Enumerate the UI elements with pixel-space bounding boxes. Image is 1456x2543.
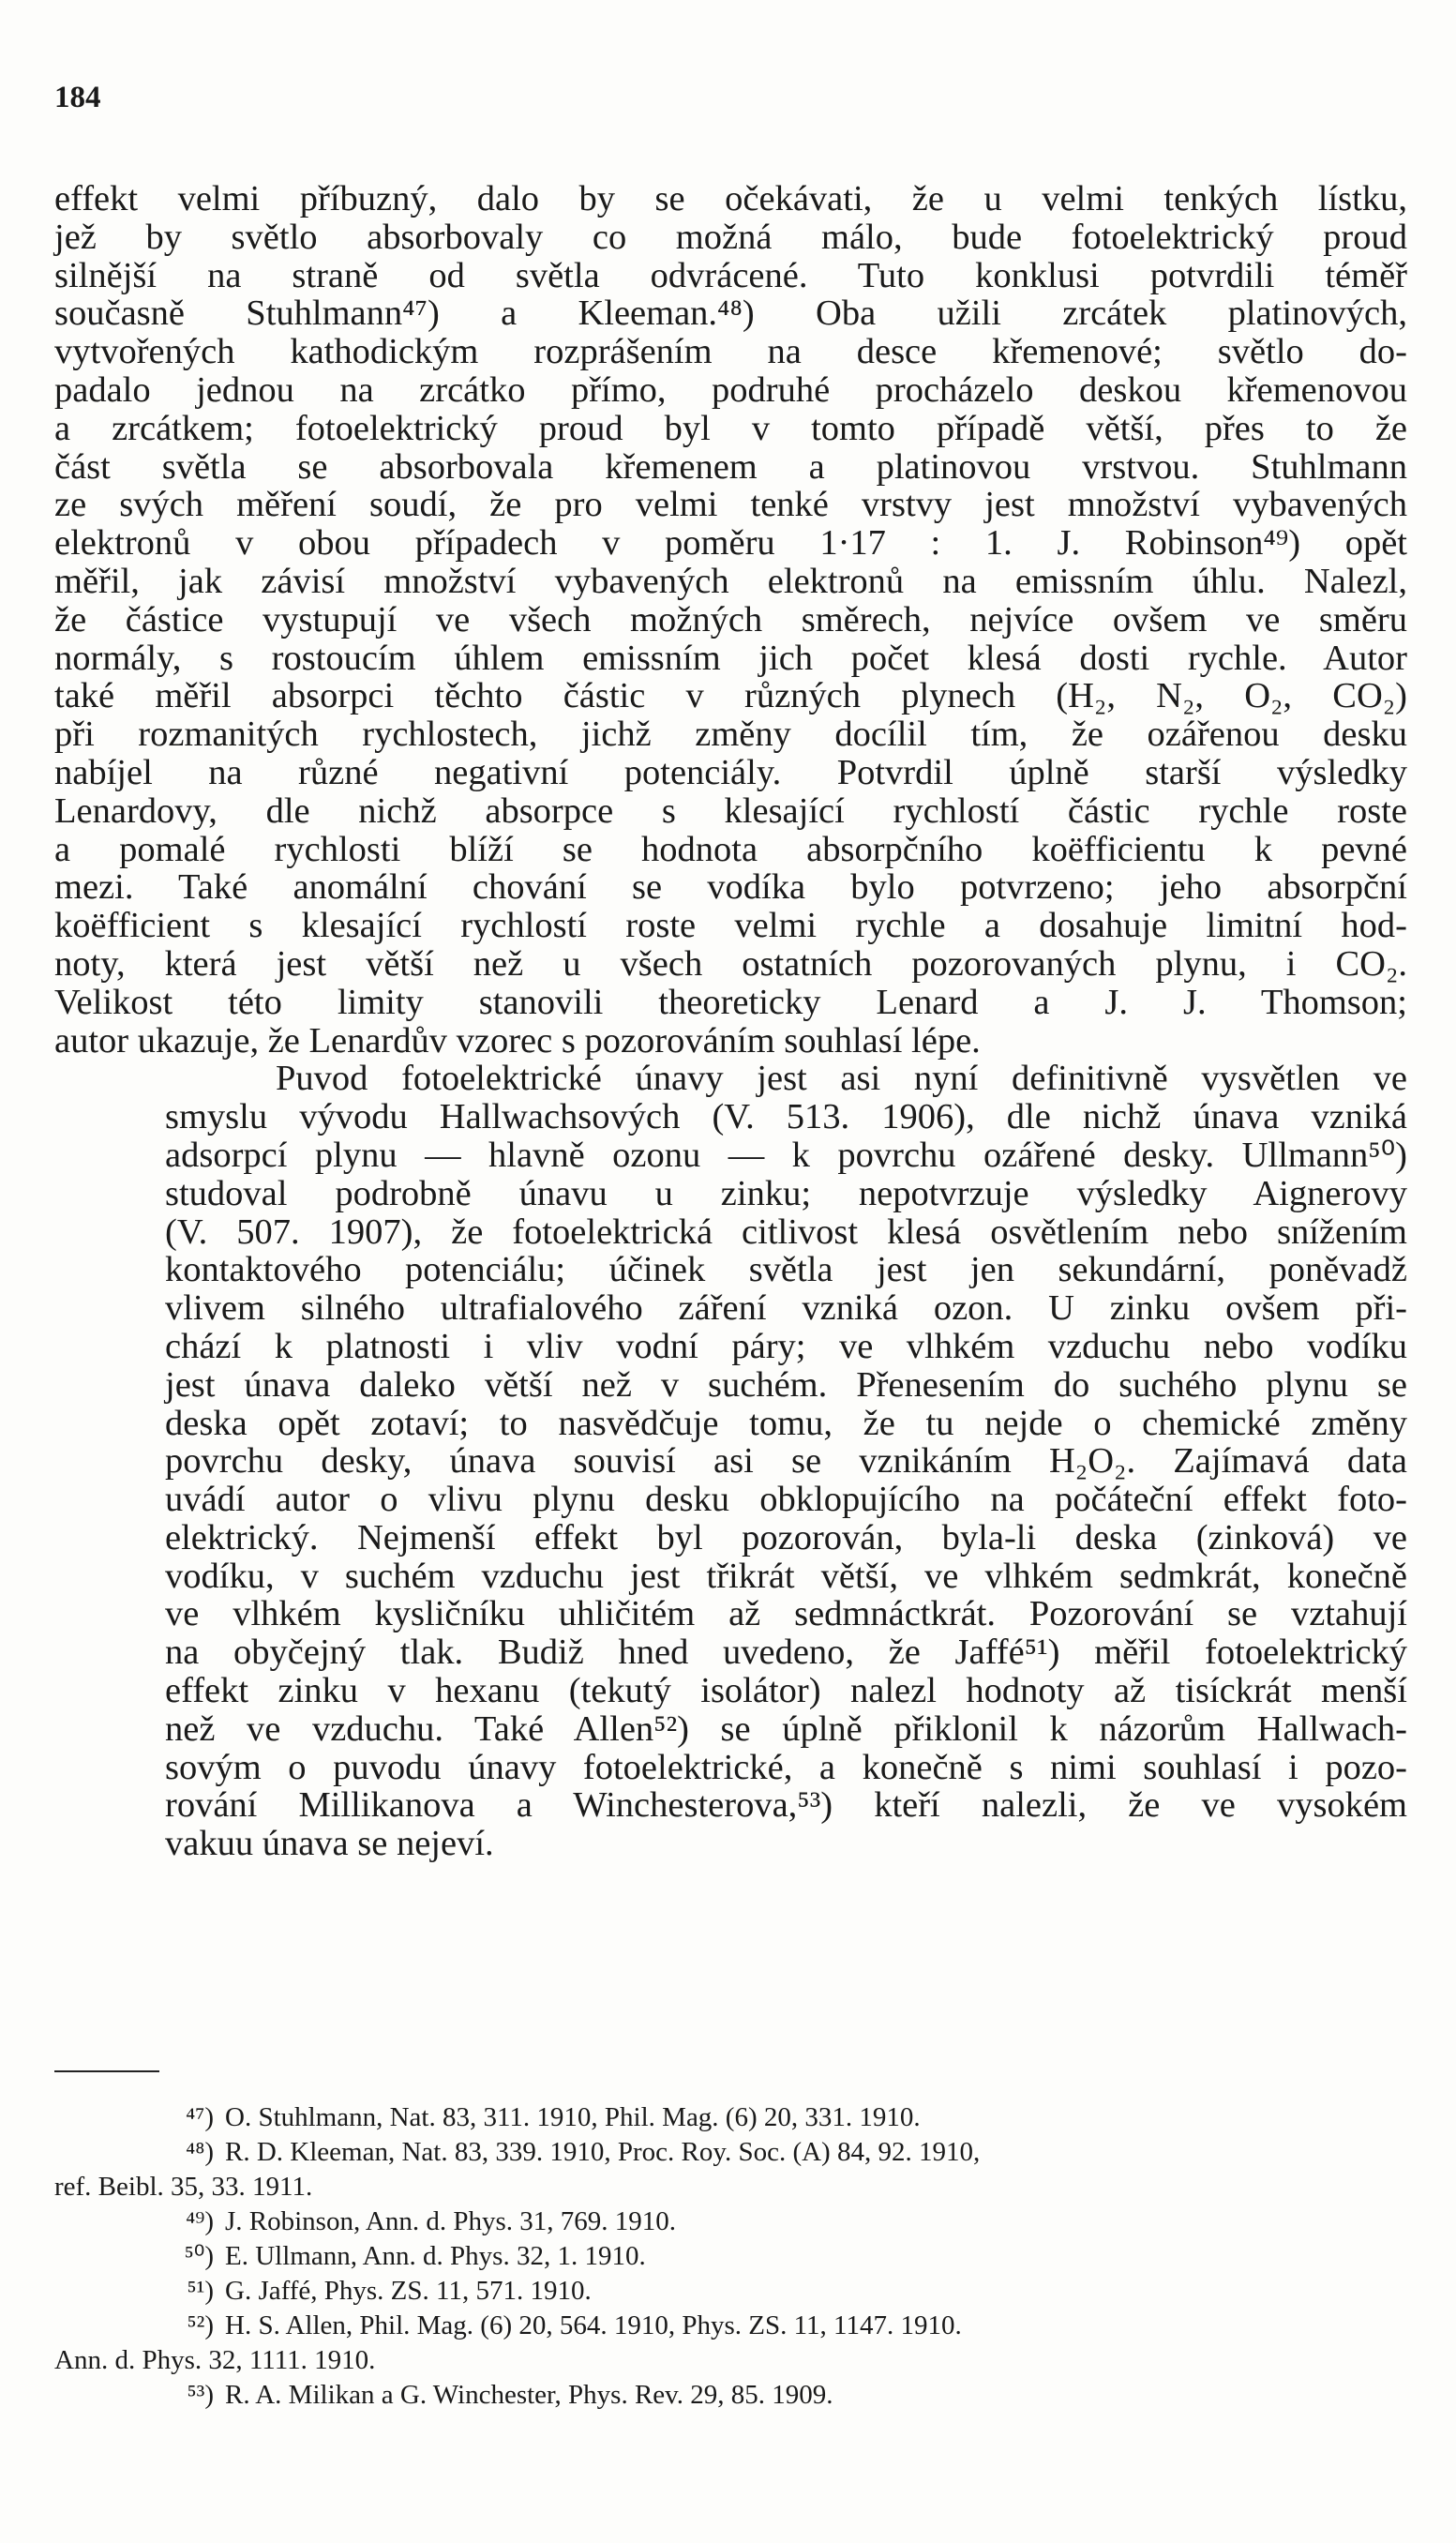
text-line: kontaktového potenciálu; účinek světla jest jen sekundární, poněvadž	[165, 1250, 1407, 1290]
footnote-text: G. Jaffé, Phys. ZS. 11, 571. 1910.	[225, 2276, 592, 2306]
footnote-mark: ⁵⁰)	[184, 2241, 214, 2271]
text-line: na obyčejný tlak. Budiž hned uvedeno, že Jaffé⁵¹) měřil fotoelektrický	[165, 1633, 1407, 1673]
footnote-text: H. S. Allen, Phil. Mag. (6) 20, 564. 1910, Phys. ZS. 11, 1147. 1910.	[225, 2310, 962, 2340]
text-line: uvádí autor o vlivu plynu desku obklopujícího na počáteční effekt foto-	[165, 1480, 1407, 1520]
footnote-text: Ann. d. Phys. 32, 1111. 1910.	[54, 2345, 376, 2375]
text-line: Velikost této limity stanovili theoreticky Lenard a J. J. Thomson;	[54, 982, 1407, 1022]
page-number: 184	[54, 81, 101, 114]
footnote	[54, 2135, 1407, 2204]
text-line: jest únava daleko větší než v suchém. Přenesením do suchého plynu se	[165, 1364, 1407, 1405]
footnote-separator	[54, 2070, 159, 2072]
text-line: povrchu desky, únava souvisí asi se vznikáním H₂O₂. Zajímavá data	[165, 1441, 1407, 1482]
text-line: noty, která jest větší než u všech ostatních pozorovaných plynu, i CO₂.	[54, 943, 1407, 984]
text-line: effekt velmi příbuzný, dalo by se očekávati, že u velmi tenkých lístku,	[54, 179, 1407, 218]
text-line: také měřil absorpci těchto částic v různých plynech (H₂, N₂, O₂, CO₂)	[54, 676, 1407, 716]
text-line: a zrcátkem; fotoelektrický proud byl v tomto případě větší, přes to že	[54, 408, 1407, 448]
text-line: mezi. Také anomální chování se vodíka bylo potvrzeno; jeho absorpční	[54, 867, 1407, 908]
text-line: a pomalé rychlosti blíží se hodnota absorpčního koëfficientu k pevné	[54, 829, 1407, 869]
text-line: koëfficient s klesající rychlostí roste velmi rychle a dosahuje limitní hod-	[54, 906, 1407, 946]
text-line: že částice vystupují ve všech možných směrech, nejvíce ovšem ve směru	[54, 599, 1407, 640]
text-line: nabíjel na různé negativní potenciály. Potvrdil úplně starší výsledky	[54, 752, 1407, 792]
text-line: sovým o puvodu únavy fotoelektrické, a konečně s nimi souhlasí i pozo-	[165, 1747, 1407, 1787]
text-line: (V. 507. 1907), že fotoelektrická citlivost klesá osvětlením nebo snížením	[165, 1211, 1407, 1252]
text-line: effekt zinku v hexanu (tekutý isolátor) nalezl hodnoty až tisíckrát menší	[165, 1671, 1407, 1711]
footnote-text: O. Stuhlmann, Nat. 83, 311. 1910, Phil. Mag. (6) 20, 331. 1910.	[225, 2102, 921, 2132]
text-line: Puvod fotoelektrické únavy jest asi nyní definitivně vysvětlen ve	[276, 1059, 1407, 1099]
text-line: normály, s rostoucím úhlem emissním jich počet klesá dosti rychle. Autor	[54, 638, 1407, 678]
text-line: elektronů v obou případech v poměru 1·17 : 1. J. Robinson⁴⁹) opět	[54, 523, 1407, 564]
text-line: silnější na straně od světla odvrácené. Tuto konklusi potvrdili téměř	[54, 255, 1407, 295]
footnote-mark: ⁵¹)	[187, 2276, 214, 2306]
text-line: část světla se absorbovala křemenem a platinovou vrstvou. Stuhlmann	[54, 446, 1407, 487]
text-line: adsorpcí plynu — hlavně ozonu — k povrchu ozářené desky. Ullmann⁵⁰)	[165, 1135, 1407, 1175]
text-line: padalo jednou na zrcátko přímo, podruhé procházelo deskou křemenovou	[54, 369, 1407, 410]
text-line: ve vlhkém kysličníku uhličitém až sedmnáctkrát. Pozorování se vztahují	[165, 1594, 1407, 1634]
text-line: vakuu únava se nejeví.	[165, 1824, 494, 1864]
text-line: než ve vzduchu. Také Allen⁵²) se úplně přiklonil k názorům Hallwach-	[165, 1708, 1407, 1749]
footnote-mark: ⁵²)	[187, 2310, 214, 2340]
text-line: vlivem silného ultrafialového záření vzniká ozon. U zinku ovšem při-	[165, 1288, 1407, 1329]
text-line: měřil, jak závisí množství vybavených elektronů na emissním úhlu. Nalezl,	[54, 561, 1407, 601]
text-line: deska opět zotaví; to nasvědčuje tomu, že tu nejde o chemické změny	[165, 1403, 1407, 1443]
footnote-mark: ⁴⁸)	[186, 2137, 214, 2167]
footnote-mark: ⁴⁹)	[186, 2206, 214, 2236]
footnote-mark: ⁴⁷)	[186, 2102, 214, 2132]
footnote-text: ref. Beibl. 35, 33. 1911.	[54, 2172, 313, 2202]
text-line: studoval podrobně únavu u zinku; nepotvrzuje výsledky Aignerovy	[165, 1173, 1407, 1213]
text-line: při rozmanitých rychlostech, jichž změny docílil tím, že ozářenou desku	[54, 715, 1407, 755]
text-line: smyslu vývodu Hallwachsových (V. 513. 1906), dle nichž únava vzniká	[165, 1097, 1407, 1137]
footnote	[54, 2274, 1407, 2309]
footnote-mark: ⁵³)	[187, 2380, 214, 2410]
text-line: chází k platnosti i vliv vodní páry; ve vlhkém vzduchu nebo vodíku	[165, 1326, 1407, 1366]
text-line: vytvořených kathodickým rozprášením na desce křemenové; světlo do-	[54, 332, 1407, 372]
footnote-text: J. Robinson, Ann. d. Phys. 31, 769. 1910.	[225, 2206, 676, 2236]
footnote-text: E. Ullmann, Ann. d. Phys. 32, 1. 1910.	[225, 2241, 646, 2271]
footnote	[54, 2309, 1407, 2378]
paragraph	[54, 180, 1407, 1060]
text-line: vodíku, v suchém vzduchu jest třikrát větší, ve vlhkém sedmkrát, konečně	[165, 1556, 1407, 1596]
text-line: současně Stuhlmann⁴⁷) a Kleeman.⁴⁸) Oba užili zrcátek platinových,	[54, 293, 1407, 334]
footnote	[54, 2100, 1407, 2135]
footnotes	[54, 2100, 1407, 2413]
footnote-text: R. D. Kleeman, Nat. 83, 339. 1910, Proc. Roy. Soc. (A) 84, 92. 1910,	[225, 2137, 981, 2167]
text-line: rování Millikanova a Winchesterova,⁵³) kteří nalezli, že ve vysokém	[165, 1785, 1407, 1826]
footnote	[54, 2239, 1407, 2274]
text-line: Lenardovy, dle nichž absorpce s klesající rychlostí částic rychle roste	[54, 790, 1407, 831]
footnote	[54, 2204, 1407, 2239]
footnote	[54, 2378, 1407, 2413]
body-text	[54, 180, 1407, 1863]
paragraph	[54, 1060, 1407, 1863]
text-line: elektrický. Nejmenší effekt byl pozorován, byla-li deska (zinková) ve	[165, 1517, 1407, 1557]
text-line: autor ukazuje, že Lenardův vzorec s pozorováním souhlasí lépe.	[54, 1020, 981, 1061]
text-line: ze svých měření soudí, že pro velmi tenké vrstvy jest množství vybavených	[54, 485, 1407, 525]
footnote-text: R. A. Milikan a G. Winchester, Phys. Rev. 29, 85. 1909.	[225, 2380, 833, 2410]
text-line: jež by světlo absorbovaly co možná málo, bude fotoelektrický proud	[54, 217, 1407, 257]
